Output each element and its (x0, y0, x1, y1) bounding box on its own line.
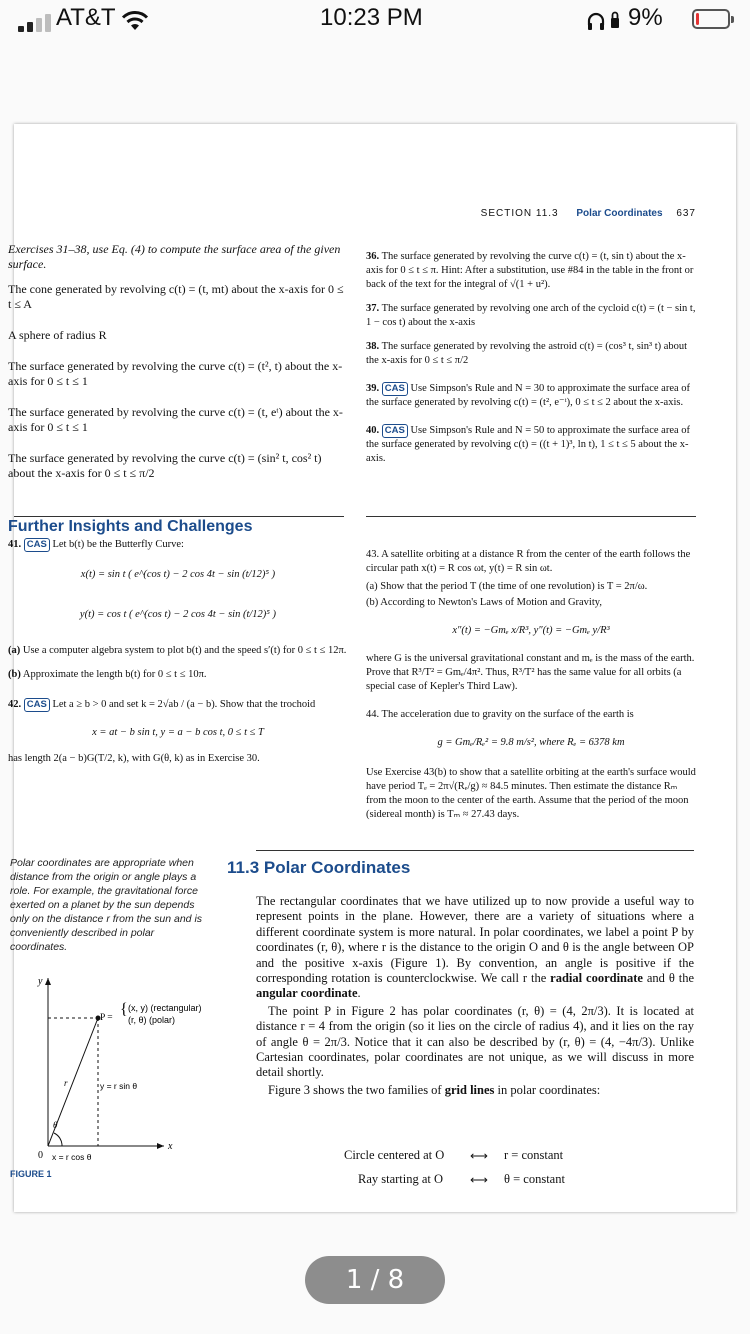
exercise-43-text: where G is the universal gravitational constant and mₑ is the mass of the earth. Prove that R³/T² = Gmₑ/4π². Thus, R³/T² has the same value for all orbits (a special case of Kepler's Third Law). (366, 653, 695, 692)
exercise-item: The cone generated by revolving c(t) = (t, mt) about the x-axis for 0 ≤ t ≤ A (8, 282, 344, 311)
r-label: r (64, 1078, 68, 1088)
table-cell: r = constant (504, 1148, 564, 1162)
wifi-icon (120, 10, 150, 32)
double-arrow-icon: ⟷ (470, 1149, 488, 1163)
exercise-item: 37. The surface generated by revolving one arch of the cycloid c(t) = (t − sin t, 1 − cos t) about the x-axis (366, 303, 696, 328)
header-section: SECTION 11.3 (480, 208, 559, 219)
cas-badge: CAS (382, 382, 408, 396)
battery-level-fill (696, 13, 699, 25)
exercise-42-tail: has length 2(a − b)G(T/2, k), with G(θ, k) as in Exercise 30. (8, 753, 260, 764)
exercise-item: The surface generated by revolving the curve c(t) = (t, eᵗ) about the x-axis for 0 ≤ t ≤ 1 (8, 405, 343, 434)
svg-text:{: { (120, 1001, 128, 1018)
status-bar (0, 0, 750, 40)
exercise-43b: (b) According to Newton's Laws of Motion and Gravity, (366, 597, 602, 608)
exercise-43: 43. A satellite orbiting at a distance R from the center of the earth follows the circular path x(t) = R cos ωt, y(t) = R sin ωt. (366, 549, 691, 574)
gravity-equation: g = Gmₑ/Rₑ² = 9.8 m/s², where Rₑ = 6378 km (437, 737, 625, 748)
paragraph: The point P in Figure 2 has polar coordinates (r, θ) = (4, 2π/3). It is located at distance r = 4 from the origin (so it lies on the circle of radius 4), and it lies on the ray of angle θ = 2π/3. Notice that it can also be described by (r, θ) = (4, −4π/3). Unlike Cartesian coordinates, polar coordinates are not unique, as we will discuss in more detail shortly. (256, 1003, 694, 1080)
paragraph: Figure 3 shows the two families of grid lines in polar coordinates: (268, 1082, 601, 1097)
exercise-44: 44. The acceleration due to gravity on the surface of the earth is (366, 709, 634, 720)
right-exercises (366, 250, 696, 476)
equation-x: x(t) = sin t ( e^(cos t) − 2 cos 4t − sin (t/12)⁵ ) (80, 569, 276, 580)
further-insights (8, 520, 348, 776)
exercise-item: A sphere of radius R (8, 328, 107, 342)
exercise-item: 40. CAS Use Simpson's Rule and N = 50 to approximate the surface area of the surface generated by revolving c(t) = ((t + 1)³, ln t), 1 ≤ t ≤ 5 about the x-axis. (366, 425, 691, 464)
exercise-41b: (b) Approximate the length b(t) for 0 ≤ t ≤ 10π. (8, 669, 207, 680)
page-header (481, 208, 696, 219)
exercise-42: 42. CAS Let a ≥ b > 0 and set k = 2√ab / (a − b). Show that the trochoid (8, 699, 316, 710)
left-exercises (8, 242, 348, 491)
page-indicator[interactable]: 1 / 8 (305, 1256, 445, 1304)
exercise-item: 36. The surface generated by revolving the curve c(t) = (t, sin t) about the x-axis for 0 ≤ t ≤ π. Hint: After a substitution, use #84 in the table in the front or back of the text for the integral of √(1 + u²). (366, 251, 694, 290)
y-equals-label: y = r sin θ (100, 1081, 138, 1091)
newton-equation: x″(t) = −Gmₑ x/R³, y″(t) = −Gmₑ y/R³ (452, 625, 610, 636)
grid-lines-table (344, 1148, 644, 1196)
exercise-41a: (a) Use a computer algebra system to plot b(t) and the speed s′(t) for 0 ≤ t ≤ 12π. (8, 645, 347, 656)
further-insights-right (366, 548, 696, 832)
exercise-item: The surface generated by revolving the curve c(t) = (t², t) about the x-axis for 0 ≤ t ≤ 1 (8, 359, 343, 388)
exercise-41: 41. CAS Let b(t) be the Butterfly Curve: (8, 539, 184, 550)
double-arrow-icon: ⟷ (470, 1173, 488, 1187)
trochoid-equation: x = at − b sin t, y = a − b cos t, 0 ≤ t ≤ T (92, 727, 264, 738)
theta-label: θ (53, 1120, 58, 1130)
equation-y: y(t) = cos t ( e^(cos t) − 2 cos 4t − sin (t/12)⁵ ) (79, 609, 277, 620)
further-insights-title: Further Insights and Challenges (8, 518, 253, 535)
exercise-43a: (a) Show that the period T (the time of one revolution) is T = 2π/ω. (366, 581, 648, 592)
x-equals-label: x = r cos θ (52, 1152, 92, 1162)
margin-note: Polar coordinates are appropriate when distance from the origin or angle plays a role. For example, the gravitational force exerted on a planet by the sun depends only on the distance r from the sun and is conveniently described in polar coordinates. (10, 857, 203, 953)
exercise-intro: Exercises 31–38, use Eq. (4) to compute the surface area of the given surface. (8, 242, 341, 271)
section-body (256, 894, 694, 1098)
table-row (344, 1148, 644, 1172)
y-label: y (38, 976, 43, 987)
headphones-icon (586, 11, 606, 31)
table-row (344, 1172, 644, 1196)
rectangular-label: (x, y) (rectangular) (128, 1003, 202, 1013)
table-cell: Ray starting at O (358, 1172, 444, 1186)
divider (366, 516, 696, 517)
angle-arc (54, 1133, 62, 1146)
exercise-item: 38. The surface generated by revolving the astroid c(t) = (cos³ t, sin³ t) about the x-axis for 0 ≤ t ≤ π/2 (366, 341, 688, 366)
exercise-item: The surface generated by revolving the curve c(t) = (sin² t, cos² t) about the x-axis for 0 ≤ t ≤ π/2 (8, 451, 322, 480)
P-label: P = (100, 1013, 113, 1023)
cas-badge: CAS (24, 698, 50, 712)
origin-label: 0 (38, 1150, 43, 1161)
header-title: Polar Coordinates (576, 208, 663, 219)
document-page[interactable] (8, 124, 736, 1212)
divider (14, 516, 344, 517)
figure-caption: FIGURE 1 (10, 1169, 52, 1179)
lock-rotation-icon (610, 10, 620, 30)
carrier-name: AT&T (56, 4, 116, 31)
paragraph: The rectangular coordinates that we have utilized up to now provide a useful way to represent points in the plane. However, there are a variety of situations where a different coordinate system is more natural. In polar coordinates, we label a point P by coordinates (r, θ), where r is the distance to the origin O and θ is the angle between OP and the positive x-axis (Figure 1). By convention, an angle is positive if the corresponding rotation is counterclockwise. We call r the radial coordinate and θ the angular coordinate. (256, 894, 694, 1001)
battery-icon (692, 9, 730, 29)
exercise-item: 39. CAS Use Simpson's Rule and N = 30 to approximate the surface area of the surface generated by revolving c(t) = (t², e⁻ᵗ), 0 ≤ t ≤ 2 about the x-axis. (366, 383, 691, 408)
figure-polar-diagram (24, 978, 244, 1178)
battery-percentage: 9% (628, 4, 663, 31)
section-rule (256, 850, 694, 851)
section-heading: 11.3 Polar Coordinates (227, 858, 411, 877)
exercise-44-text: Use Exercise 43(b) to show that a satellite orbiting at the earth's surface would have period Tₑ = 2π√(Rₑ/g) ≈ 84.5 minutes. Then estimate the distance Rₘ from the moon to the center of the earth. Assume that the period of the moon (sidereal month) is Tₘ ≈ 27.43 days. (366, 767, 696, 820)
table-cell: θ = constant (504, 1172, 565, 1186)
cas-badge: CAS (382, 424, 408, 438)
polar-label: (r, θ) (polar) (128, 1015, 176, 1025)
cas-badge: CAS (24, 538, 50, 552)
page-number: 637 (676, 208, 696, 219)
x-label: x (168, 1141, 173, 1152)
clock: 10:23 PM (320, 4, 423, 31)
table-cell: Circle centered at O (344, 1148, 445, 1162)
